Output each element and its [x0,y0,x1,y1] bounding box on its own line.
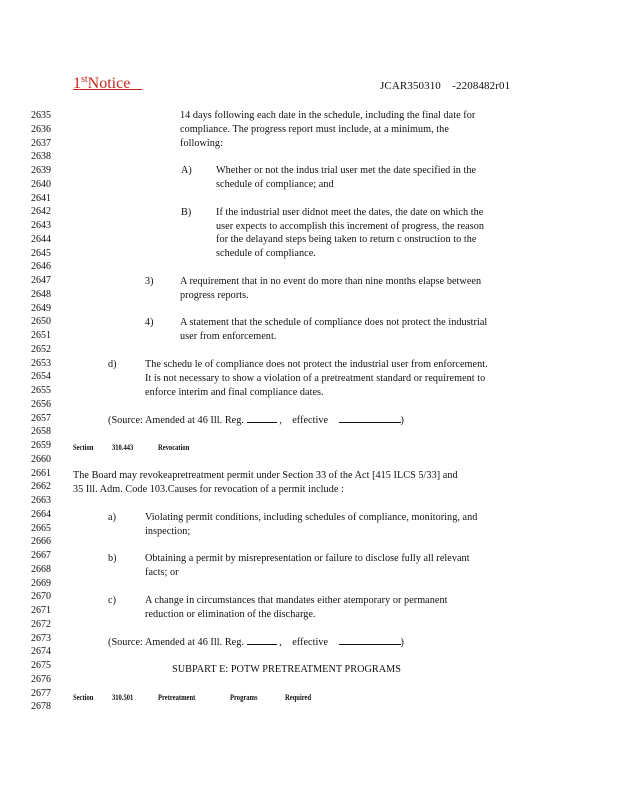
text-line-2648: progress reports. [180,290,249,301]
source-effective-text-2: effective [292,637,329,648]
text-line-2650: A statement that the schedule of compliance does not protect the industrial [180,317,488,328]
line-number: 2659 [31,440,51,451]
text-line-2640: schedule of compliance; and [216,179,334,190]
text-line-2645: schedule of compliance. [216,248,316,259]
line-number: 2660 [31,453,51,465]
line-number: 2638 [31,151,51,163]
section-310-501-word-1: Pretreatment [158,693,196,702]
line-number: 2658 [31,426,51,438]
section-310-501-number: 310.501 [112,693,134,702]
line-number: 2677 [31,687,51,699]
line-number: 2655 [31,385,51,396]
text-line-2639: Whether or not the indus trial user met the date specified in the [216,165,477,176]
text-line-2668: facts; or [145,567,179,578]
text-line-2667: Obtaining a permit by misrepresentation or failure to disclose fully all relevant [145,553,470,564]
source-note-1: (Source: Amended at 46 Ill. Reg. , effective ) [108,415,404,426]
section-310-443-title: Revocation [158,443,190,452]
line-number: 2670 [31,591,51,603]
line-number: 2661 [31,467,51,479]
notice-word: Notice [87,75,131,92]
item-label-b: b) [108,553,117,564]
line-number: 2671 [31,605,51,616]
text-line-2664: Violating permit conditions, including schedules of compliance, monitoring, and [145,512,478,523]
line-number: 2668 [31,563,51,575]
notice-number: 1 [73,75,81,92]
line-number: 2673 [31,632,51,644]
notice-superscript: st [81,74,88,85]
source-close-text: ) [400,415,404,426]
source-open-text-2: (Source: Amended at 46 Ill. Reg. [108,637,244,648]
line-number: 2662 [31,481,51,493]
text-line-2655: enforce interim and final compliance dates. [145,387,324,398]
line-number: 2639 [31,165,51,176]
line-number: 2672 [31,618,51,630]
line-number: 2641 [31,192,51,204]
line-number: 2653 [31,357,51,369]
item-label-d: d) [108,359,117,370]
source-effective-text: effective [292,415,329,426]
line-number: 2675 [31,660,51,671]
line-number: 2643 [31,220,51,231]
text-line-2635: 14 days following each date in the schedule, including the final date for [180,110,476,121]
section-310-501-label: Section [73,693,94,702]
text-line-2643: user expects to accomplish this increment of progress, the reason [216,221,485,232]
section-310-443-number: 310.443 [112,443,134,452]
line-number: 2647 [31,275,51,286]
item-label-B: B) [181,207,192,218]
section-310-501-word-3: Required [285,693,312,702]
item-label-A: A) [181,165,192,176]
line-number: 2648 [31,288,51,300]
text-line-2665: inspection; [145,526,191,537]
line-number: 2637 [31,137,51,149]
line-number: 2642 [31,206,51,218]
source-note-2: (Source: Amended at 46 Ill. Reg. , effective ) [108,637,404,648]
section-310-443-label: Section [73,443,94,452]
line-number: 2636 [31,123,51,135]
text-line-2644: for the delayand steps being taken to return c onstruction to the [216,234,477,245]
text-line-2651: user from enforcement. [180,331,277,342]
item-label-c: c) [108,595,117,606]
line-number: 2635 [31,110,51,121]
line-number: 2678 [31,701,51,713]
source-blank-volume [247,413,277,423]
line-number: 2664 [31,508,51,520]
line-number: 2650 [31,316,51,328]
source-close-text-2: ) [400,637,404,648]
text-line-2637: following: [180,138,223,149]
text-line-2647: A requirement that in no event do more than nine months elapse between [180,276,482,287]
line-number: 2654 [31,371,51,383]
source-open-text: (Source: Amended at 46 Ill. Reg. [108,415,244,426]
notice-heading [73,74,142,93]
text-line-2670: A change in circumstances that mandates either atemporary or permanent [145,595,448,606]
line-number: 2666 [31,536,51,548]
text-line-2662: 35 Ill. Adm. Code 103.Causes for revocation of a permit include : [73,484,344,495]
line-number: 2644 [31,233,51,245]
line-number: 2646 [31,261,51,273]
text-line-2661: The Board may revokeapretreatment permit under Section 33 of the Act [415 ILCS 5/33] and [73,470,458,481]
item-label-4: 4) [145,317,154,328]
text-line-2671: reduction or elimination of the discharge. [145,609,316,620]
text-line-2653: The schedu le of compliance does not protect the industrial user from enforcement. [145,359,488,370]
line-number: 2649 [31,302,51,314]
text-line-2654: It is not necessary to show a violation of a pretreatment standard or requirement to [145,373,486,384]
source-blank-volume-2 [247,635,277,645]
line-number: 2645 [31,247,51,259]
line-number: 2665 [31,522,51,534]
line-number: 2674 [31,646,51,658]
line-number: 2652 [31,343,51,355]
section-310-501-word-2: Programs [230,693,258,702]
line-number: 2640 [31,178,51,190]
line-number: 2656 [31,398,51,410]
text-line-2636: compliance. The progress report must include, at a minimum, the [180,124,449,135]
item-label-3: 3) [145,276,154,287]
subpart-heading: SUBPART E: POTW PRETREATMENT PROGRAMS [172,664,401,675]
source-blank-date [339,413,401,423]
line-number: 2651 [31,330,51,341]
line-number: 2676 [31,673,51,685]
document-id: JCAR350310 -2208482r01 [380,80,511,92]
line-number: 2657 [31,412,51,424]
line-number: 2663 [31,495,51,506]
line-number: 2667 [31,550,51,561]
text-line-2642: If the industrial user didnot meet the dates, the date on which the [216,207,484,218]
item-label-a: a) [108,512,117,523]
line-number: 2669 [31,577,51,589]
source-blank-date-2 [339,635,401,645]
